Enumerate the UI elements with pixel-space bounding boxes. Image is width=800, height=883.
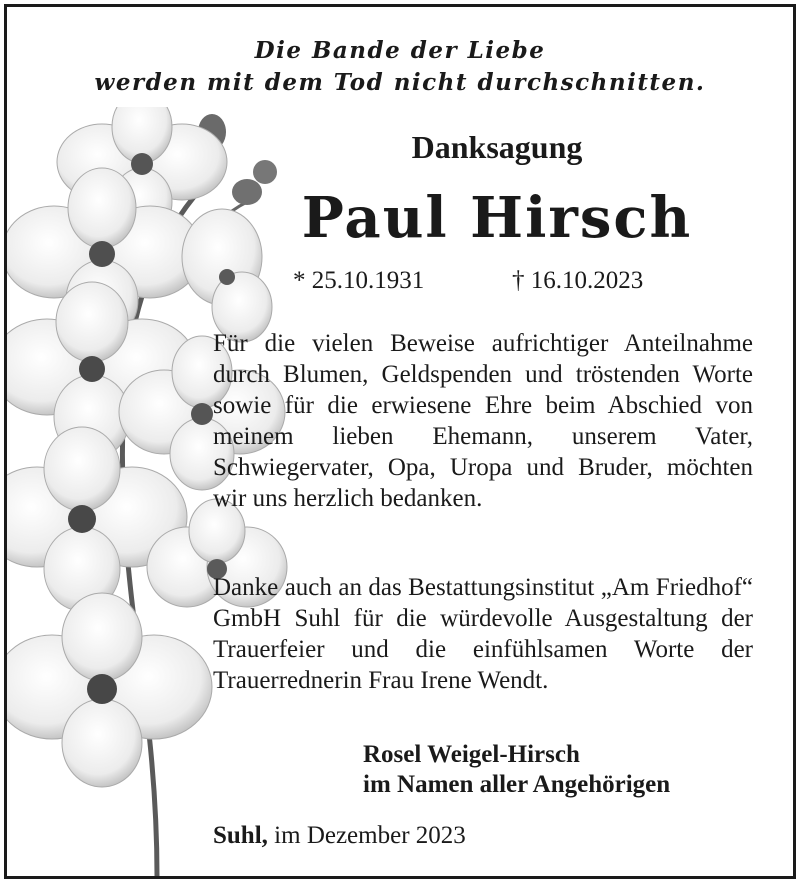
obituary-card xyxy=(4,4,796,879)
place-city: Suhl, xyxy=(213,822,268,849)
thanks-paragraph-1: Für die vielen Beweise aufrichtiger Anteilnahme durch Blumen, Geldspenden und tröstenden Worte sowie für die erwiesene Ehre beim Abschied von meinem lieben Ehemann, unserem Vater, Schwiegervater, Opa, Uropa und Bruder, möchten wir uns herzlich bedanken. xyxy=(213,330,753,512)
motto-line-2: werden mit dem Tod nicht durchschnitten. xyxy=(94,69,706,96)
danksagung-heading: Danksagung xyxy=(411,129,583,165)
death-date: † 16.10.2023 xyxy=(512,267,644,294)
place-date-text: im Dezember 2023 xyxy=(274,822,466,849)
motto-line-1: Die Bande der Liebe xyxy=(254,37,546,64)
thanks-paragraph-2: Danke auch an das Bestattungsinstitut „Am Friedhof“ GmbH Suhl für die würdevolle Ausgestaltung der Trauerfeier und die einfühlsamen Worte der Trauerrednerin Frau Irene Wendt. xyxy=(213,574,753,694)
birth-date: * 25.10.1931 xyxy=(293,267,425,294)
signature-relation: im Namen aller Angehörigen xyxy=(363,771,671,798)
deceased-name: Paul Hirsch xyxy=(301,185,693,251)
place-date xyxy=(213,822,466,850)
signature-name: Rosel Weigel-Hirsch xyxy=(363,741,580,768)
